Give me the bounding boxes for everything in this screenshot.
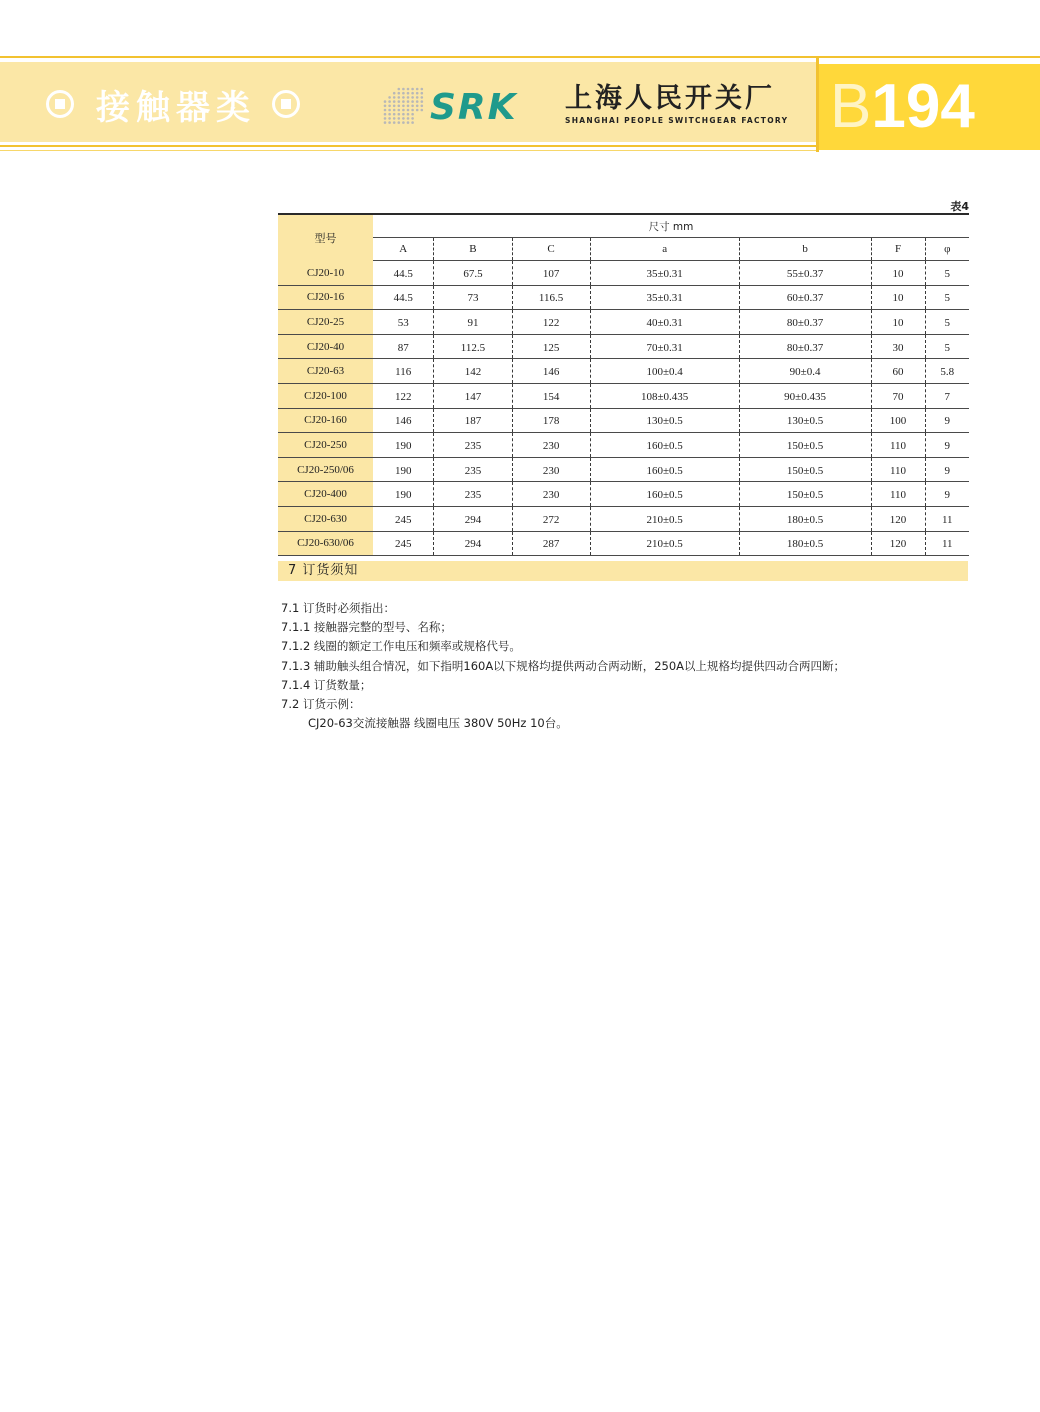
value-cell: 90±0.4 (739, 359, 871, 384)
table-row (278, 482, 969, 507)
model-cell: CJ20-16 (278, 285, 373, 310)
note-line: 7.1.3 辅助触头组合情况，如下指明160A以下规格均提供两动合两动断，250A以上规格均提供四动合两四断； (281, 658, 846, 673)
value-cell: 5 (925, 310, 969, 335)
table-row (278, 334, 969, 359)
value-cell: 80±0.37 (739, 334, 871, 359)
category-heading (46, 82, 300, 126)
value-cell: 120 (871, 531, 925, 556)
value-cell: 11 (925, 506, 969, 531)
note-line: 7.1.1 接触器完整的型号、名称； (281, 620, 452, 635)
value-cell: 110 (871, 433, 925, 458)
value-cell: 87 (373, 334, 434, 359)
dot-pattern-icon (382, 86, 426, 124)
model-cell: CJ20-160 (278, 408, 373, 433)
brand-logo: SRK (430, 87, 518, 128)
table-row (278, 433, 969, 458)
header-bottom-rule-thin (0, 150, 818, 151)
value-cell: 150±0.5 (739, 457, 871, 482)
value-cell: 5.8 (925, 359, 969, 384)
value-cell: 90±0.435 (739, 383, 871, 408)
model-cell: CJ20-100 (278, 383, 373, 408)
category-title: 接触器类 (96, 87, 256, 128)
value-cell: 35±0.31 (590, 285, 739, 310)
dimensions-table (278, 213, 969, 556)
table-row (278, 261, 969, 286)
value-cell: 125 (512, 334, 590, 359)
table-row (278, 457, 969, 482)
page-number (830, 72, 975, 142)
header-top-rule (0, 56, 1040, 58)
value-cell: 150±0.5 (739, 482, 871, 507)
table-row (278, 506, 969, 531)
value-cell: 112.5 (434, 334, 512, 359)
value-cell: 67.5 (434, 261, 512, 286)
column-header: b (739, 238, 871, 261)
page-digits: 194 (871, 72, 975, 141)
value-cell: 210±0.5 (590, 506, 739, 531)
value-cell: 178 (512, 408, 590, 433)
value-cell: 160±0.5 (590, 433, 739, 458)
model-cell: CJ20-40 (278, 334, 373, 359)
value-cell: 287 (512, 531, 590, 556)
value-cell: 180±0.5 (739, 506, 871, 531)
value-cell: 160±0.5 (590, 457, 739, 482)
company-name-cn: 上海人民开关厂 (565, 83, 775, 114)
column-header: A (373, 238, 434, 261)
value-cell: 5 (925, 285, 969, 310)
value-cell: 9 (925, 408, 969, 433)
value-cell: 35±0.31 (590, 261, 739, 286)
value-cell: 53 (373, 310, 434, 335)
value-cell: 130±0.5 (739, 408, 871, 433)
table-row (278, 285, 969, 310)
value-cell: 122 (373, 383, 434, 408)
value-cell: 190 (373, 482, 434, 507)
column-header: F (871, 238, 925, 261)
value-cell: 142 (434, 359, 512, 384)
ordering-notes (281, 599, 981, 733)
value-cell: 44.5 (373, 285, 434, 310)
value-cell: 120 (871, 506, 925, 531)
section-bar (278, 561, 968, 581)
value-cell: 100 (871, 408, 925, 433)
value-cell: 294 (434, 506, 512, 531)
column-header: φ (925, 238, 969, 261)
value-cell: 147 (434, 383, 512, 408)
value-cell: 5 (925, 261, 969, 286)
value-cell: 230 (512, 433, 590, 458)
value-cell: 146 (373, 408, 434, 433)
note-line: CJ20-63交流接触器 线圈电压 380V 50Hz 10台。 (308, 716, 568, 731)
value-cell: 154 (512, 383, 590, 408)
note-line: 7.2 订货示例： (281, 696, 361, 711)
column-header: a (590, 238, 739, 261)
value-cell: 187 (434, 408, 512, 433)
value-cell: 245 (373, 506, 434, 531)
value-cell: 100±0.4 (590, 359, 739, 384)
value-cell: 60 (871, 359, 925, 384)
value-cell: 110 (871, 457, 925, 482)
model-cell: CJ20-630/06 (278, 531, 373, 556)
value-cell: 230 (512, 482, 590, 507)
value-cell: 160±0.5 (590, 482, 739, 507)
circle-square-icon (46, 90, 74, 118)
section-title: 7 订货须知 (288, 563, 359, 578)
value-cell: 108±0.435 (590, 383, 739, 408)
table-row (278, 408, 969, 433)
value-cell: 107 (512, 261, 590, 286)
value-cell: 10 (871, 285, 925, 310)
value-cell: 55±0.37 (739, 261, 871, 286)
value-cell: 40±0.31 (590, 310, 739, 335)
value-cell: 60±0.37 (739, 285, 871, 310)
model-header: 型号 (278, 214, 373, 261)
value-cell: 70±0.31 (590, 334, 739, 359)
value-cell: 190 (373, 433, 434, 458)
value-cell: 30 (871, 334, 925, 359)
model-cell: CJ20-63 (278, 359, 373, 384)
value-cell: 73 (434, 285, 512, 310)
model-cell: CJ20-25 (278, 310, 373, 335)
value-cell: 116.5 (512, 285, 590, 310)
value-cell: 10 (871, 310, 925, 335)
value-cell: 9 (925, 482, 969, 507)
model-cell: CJ20-400 (278, 482, 373, 507)
column-header: C (512, 238, 590, 261)
table-row (278, 383, 969, 408)
value-cell: 146 (512, 359, 590, 384)
value-cell: 235 (434, 433, 512, 458)
value-cell: 110 (871, 482, 925, 507)
value-cell: 11 (925, 531, 969, 556)
value-cell: 122 (512, 310, 590, 335)
note-line: 7.1.2 线圈的额定工作电压和频率或规格代号。 (281, 639, 521, 654)
value-cell: 210±0.5 (590, 531, 739, 556)
header-bottom-rule (0, 145, 818, 147)
value-cell: 294 (434, 531, 512, 556)
table-row (278, 310, 969, 335)
value-cell: 91 (434, 310, 512, 335)
value-cell: 190 (373, 457, 434, 482)
note-line: 7.1 订货时必须指出： (281, 601, 395, 615)
value-cell: 245 (373, 531, 434, 556)
value-cell: 44.5 (373, 261, 434, 286)
value-cell: 7 (925, 383, 969, 408)
page-letter: B (830, 72, 872, 141)
table-row (278, 359, 969, 384)
model-cell: CJ20-10 (278, 261, 373, 286)
value-cell: 180±0.5 (739, 531, 871, 556)
circle-square-icon (272, 90, 300, 118)
value-cell: 116 (373, 359, 434, 384)
company-name-en: SHANGHAI PEOPLE SWITCHGEAR FACTORY (565, 116, 789, 125)
table-row (278, 531, 969, 556)
value-cell: 80±0.37 (739, 310, 871, 335)
value-cell: 130±0.5 (590, 408, 739, 433)
value-cell: 230 (512, 457, 590, 482)
table-caption: 表4 (950, 200, 969, 213)
note-line: 7.1.4 订货数量； (281, 677, 372, 692)
model-cell: CJ20-630 (278, 506, 373, 531)
model-cell: CJ20-250 (278, 433, 373, 458)
column-header: B (434, 238, 512, 261)
value-cell: 5 (925, 334, 969, 359)
value-cell: 9 (925, 433, 969, 458)
value-cell: 235 (434, 457, 512, 482)
model-cell: CJ20-250/06 (278, 457, 373, 482)
value-cell: 70 (871, 383, 925, 408)
value-cell: 9 (925, 457, 969, 482)
value-cell: 272 (512, 506, 590, 531)
value-cell: 235 (434, 482, 512, 507)
value-cell: 10 (871, 261, 925, 286)
size-header: 尺寸 mm (373, 214, 969, 238)
value-cell: 150±0.5 (739, 433, 871, 458)
